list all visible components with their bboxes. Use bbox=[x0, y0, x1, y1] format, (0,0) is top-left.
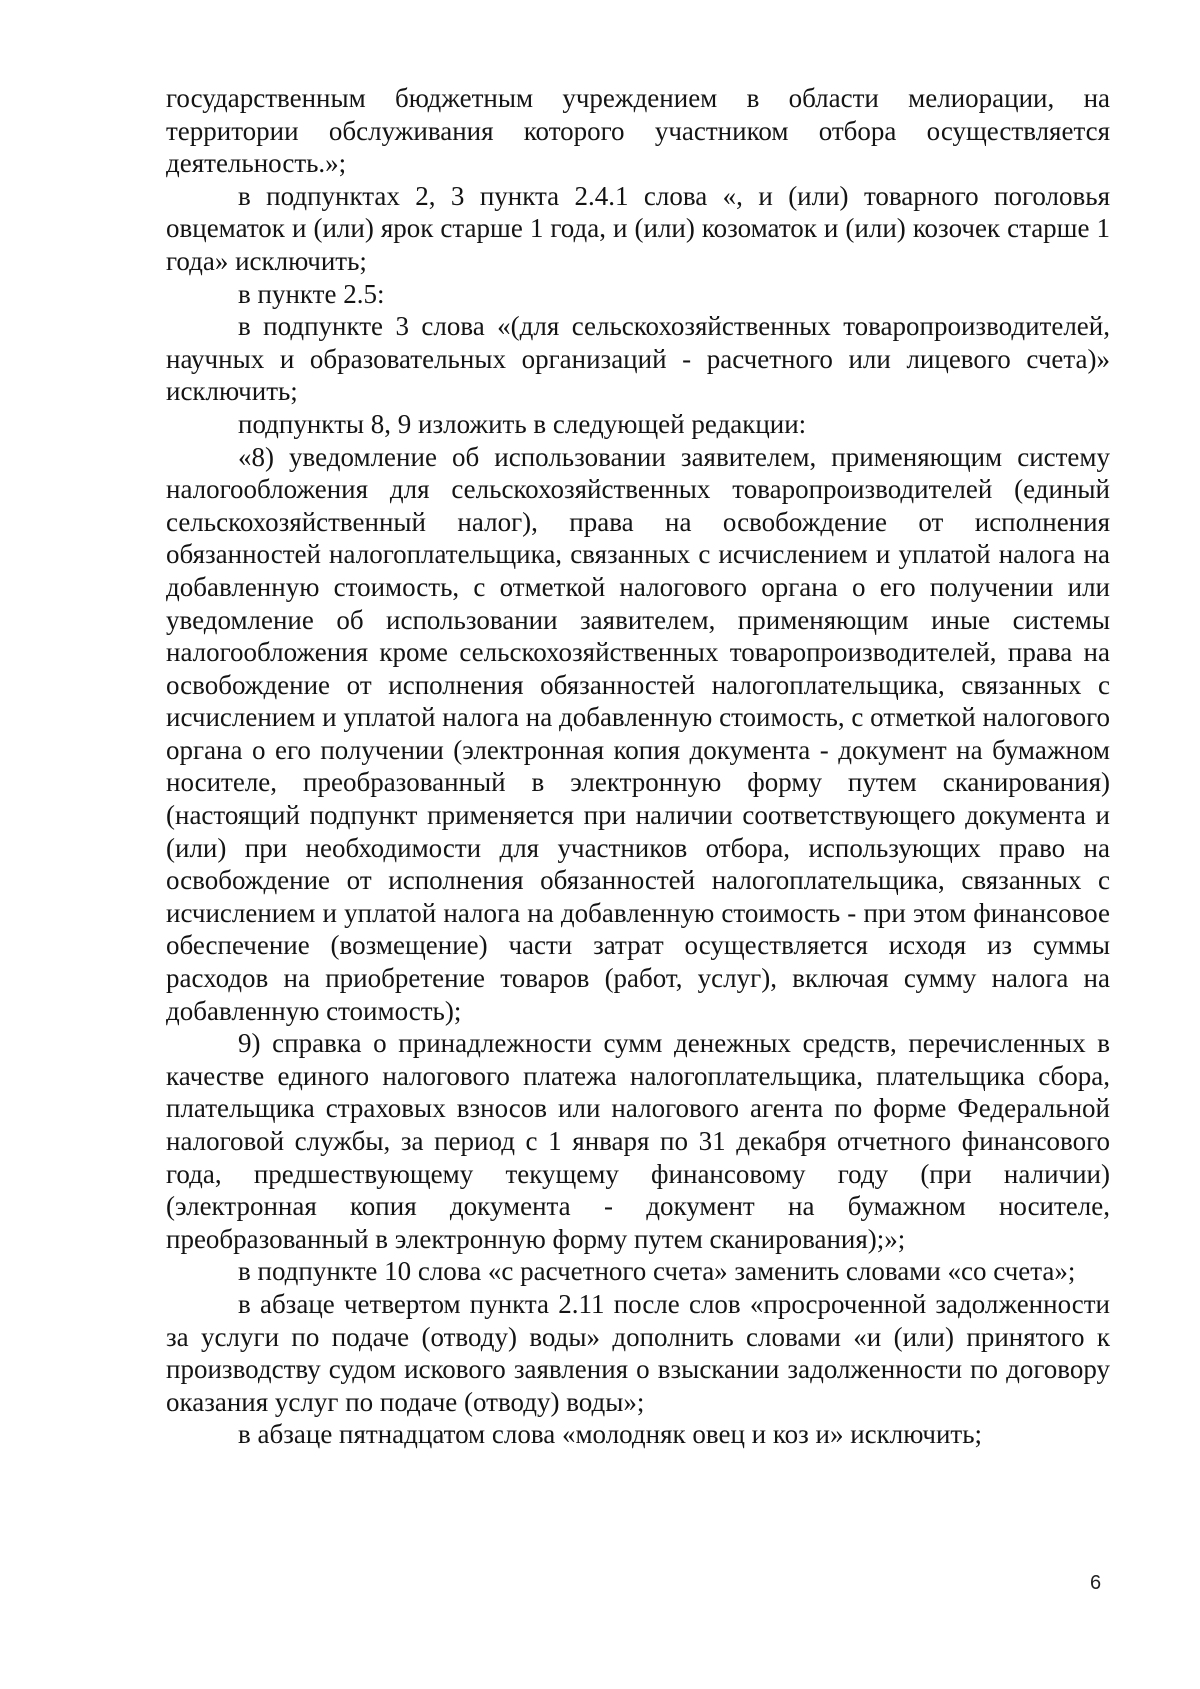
paragraph-point-2-11: в абзаце четвертом пункта 2.11 после слов «просроченной задолженности за услуги по подаче (отводу) воды» дополнить словами «и (или) принятого к производству судом искового заявления о взыскании задолженности по договору оказания услуг по подаче (отводу) воды»; bbox=[166, 1288, 1110, 1417]
page-number: 6 bbox=[1090, 1572, 1102, 1594]
paragraph-subpoint-9: 9) справка о принадлежности сумм денежных средств, перечисленных в качестве единого налогового платежа налогоплательщика, плательщика сбора, плательщика страховых взносов или налогового агента по форме Федеральной налоговой службы, за период с 1 января по 31 декабря отчетного финансового года, предшествующему текущему финансовому году (при наличии) (электронная копия документа - документ на бумажном носителе, преобразованный в электронную форму путем сканирования);»; bbox=[166, 1028, 1110, 1254]
paragraph-subpoints-2-3: в подпунктах 2, 3 пункта 2.4.1 слова «, и (или) товарного поголовья овцематок и (или) ярок старше 1 года, и (или) козоматок и (или) козочек старше 1 года» исключить; bbox=[166, 180, 1110, 276]
paragraph-fifteenth: в абзаце пятнадцатом слова «молодняк овец и коз и» исключить; bbox=[238, 1419, 983, 1450]
paragraph-subpoints-8-9-intro: подпункты 8, 9 изложить в следующей редакции: bbox=[238, 408, 807, 439]
document-body bbox=[166, 82, 1110, 1451]
paragraph-subpoint-10: в подпункте 10 слова «с расчетного счета» заменить словами «со счета»; bbox=[238, 1256, 1076, 1287]
paragraph-subpoint-3: в подпункте 3 слова «(для сельскохозяйственных товаропроизводителей, научных и образовательных организаций - расчетного или лицевого счета)» исключить; bbox=[166, 311, 1110, 407]
paragraph-subpoint-8: «8) уведомление об использовании заявителем, применяющим систему налогообложения для сельскохозяйственных товаропроизводителей (единый сельскохозяйственный налог), права на освобождение от исполнения обязанностей налогоплательщика, связанных с исчислением и уплатой налога на добавленную стоимость, с отметкой налогового органа о его получении или уведомление об использовании заявителем, применяющим иные системы налогообложения кроме сельскохозяйственных товаропроизводителей, права на освобождение от исполнения обязанностей налогоплательщика, связанных с исчислением и уплатой налога на добавленную стоимость, с отметкой налогового органа о его получении (электронная копия документа - документ на бумажном носителе, преобразованный в электронную форму путем сканирования) (настоящий подпункт применяется при наличии соответствующего документа и (или) при необходимости для участников отбора, использующих право на освобождение от исполнения обязанностей налогоплательщика, связанных с исчислением и уплатой налога на добавленную стоимость - при этом финансовое обеспечение (возмещение) части затрат осуществляется исходя из суммы расходов на приобретение товаров (работ, услуг), включая сумму налога на добавленную стоимость); bbox=[166, 441, 1110, 1026]
paragraph-point-2-5: в пункте 2.5: bbox=[238, 278, 385, 309]
paragraph-continuation: государственным бюджетным учреждением в области мелиорации, на территории обслуживания которого участником отбора осуществляется деятельность.»; bbox=[166, 83, 1110, 179]
